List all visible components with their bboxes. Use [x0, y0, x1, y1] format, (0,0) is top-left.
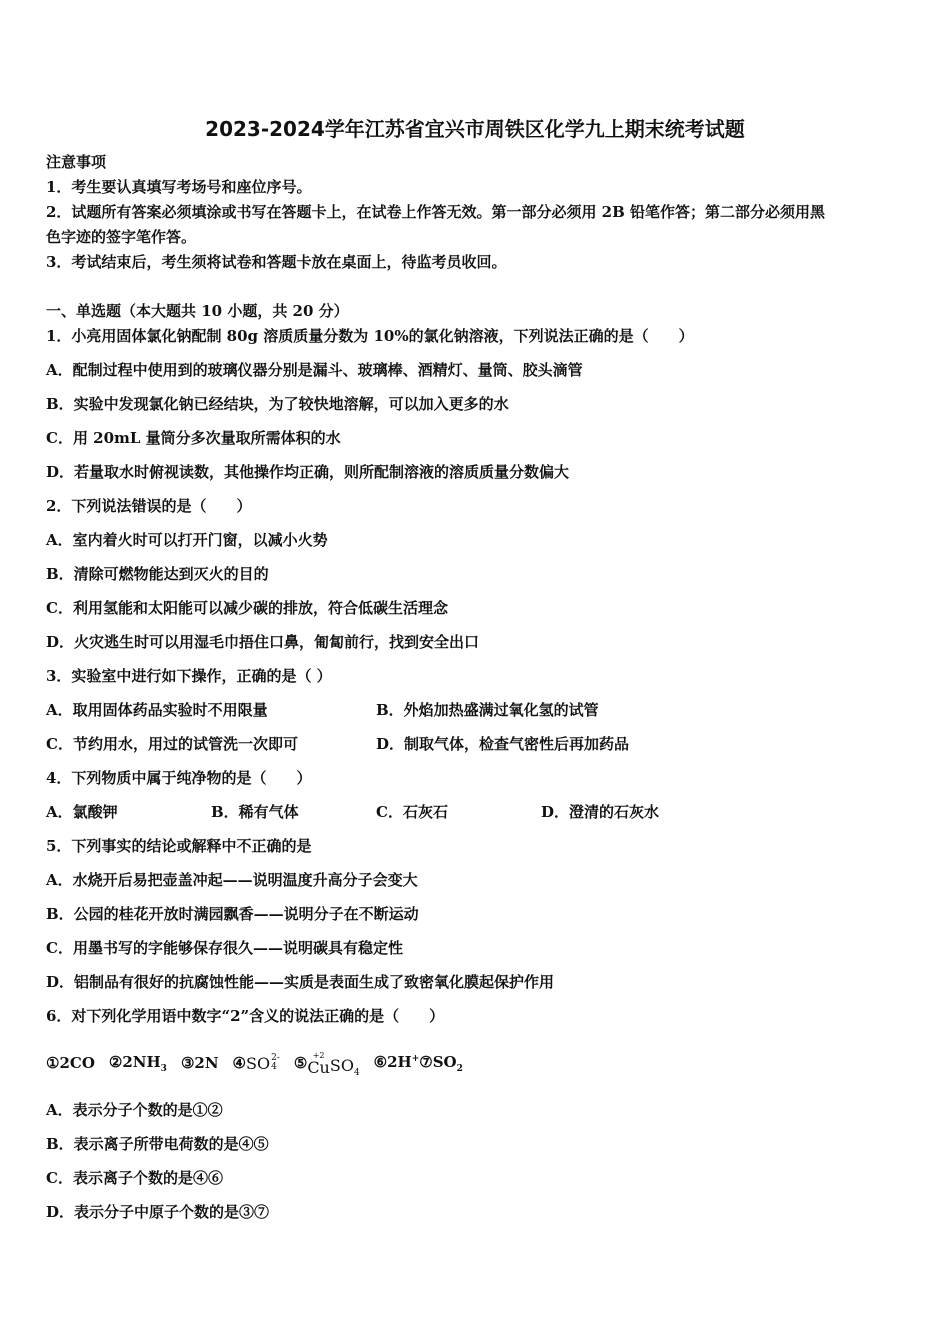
q4-option-b: B．稀有气体 [211, 803, 299, 821]
formula-3: ③2N [180, 1054, 219, 1072]
formula-2: $②2NH_3$ [108, 1052, 167, 1074]
q6-option-d: D．表示分子中原子个数的是③⑦ [46, 1203, 270, 1221]
q5-option-c: C．用墨书写的字能够保存很久——说明碳具有稳定性 [46, 939, 403, 957]
formula-6-7: $⑥2H^+⑦SO_2$ [373, 1052, 463, 1074]
q5-option-a: A．水烧开后易把壶盖冲起——说明温度升高分子会变大 [46, 871, 418, 889]
page-title: 2023-2024学年江苏省宜兴市周铁区化学九上期末统考试题 [205, 117, 745, 141]
q6-formula-list [46, 1050, 463, 1079]
notice-item-1: 1．考生要认真填写考场号和座位序号。 [46, 178, 312, 196]
q4-stem: 4．下列物质中属于纯净物的是（ ） [46, 769, 312, 787]
notice-item-3: 3．考试结束后，考生须将试卷和答题卡放在桌面上，待监考员收回。 [46, 253, 507, 271]
q6-stem: 6．对下列化学用语中数字“2”含义的说法正确的是（ ） [46, 1007, 445, 1025]
formula-4: ④ SO 2- 4 [232, 1053, 280, 1073]
notice-heading: 注意事项 [46, 153, 107, 171]
q2-option-a: A．室内着火时可以打开门窗，以减小火势 [46, 531, 328, 549]
q1-option-a: A．配制过程中使用到的玻璃仪器分别是漏斗、玻璃棒、酒精灯、量筒、胶头滴管 [46, 361, 583, 379]
q2-option-c: C．利用氢能和太阳能可以减少碳的排放，符合低碳生活理念 [46, 599, 448, 617]
q1-stem: 1．小亮用固体氯化钠配制 80g 溶质质量分数为 10%的氯化钠溶液，下列说法正确的是（ ） [46, 327, 694, 345]
formula-5: ⑤ +2 Cu $SO_4$ [293, 1050, 360, 1079]
notice-item-2: 2．试题所有答案必须填涂或书写在答题卡上，在试卷上作答无效。第一部分必须用 2B 铅笔作答；第二部分必须用黑 [46, 203, 826, 221]
q3-option-d: D．制取气体，检查气密性后再加药品 [376, 735, 630, 753]
q6-option-a: A．表示分子个数的是①② [46, 1101, 223, 1119]
q4-option-a: A．氯酸钾 [46, 803, 118, 821]
notice-item-2-cont: 色字迹的签字笔作答。 [46, 228, 197, 246]
q2-option-d: D．火灾逃生时可以用湿毛巾捂住口鼻，匍匐前行，找到安全出口 [46, 633, 480, 651]
q3-option-c: C．节约用水，用过的试管洗一次即可 [46, 735, 298, 753]
q6-option-c: C．表示离子个数的是④⑥ [46, 1169, 223, 1187]
q1-option-b: B．实验中发现氯化钠已经结块，为了较快地溶解，可以加入更多的水 [46, 395, 509, 413]
formula-1: ①2CO [46, 1054, 95, 1072]
q5-option-b: B．公园的桂花开放时满园飘香——说明分子在不断运动 [46, 905, 419, 923]
q1-option-c: C．用 20mL 量筒分多次量取所需体积的水 [46, 429, 341, 447]
section-heading: 一、单选题（本大题共 10 小题，共 20 分） [46, 302, 349, 320]
q4-option-d: D．澄清的石灰水 [541, 803, 660, 821]
q5-stem: 5．下列事实的结论或解释中不正确的是 [46, 837, 312, 855]
q2-stem: 2．下列说法错误的是（ ） [46, 497, 252, 515]
q6-option-b: B．表示离子所带电荷数的是④⑤ [46, 1135, 269, 1153]
q3-stem: 3．实验室中进行如下操作，正确的是（ ） [46, 667, 332, 685]
q2-option-b: B．清除可燃物能达到灭火的目的 [46, 565, 269, 583]
q5-option-d: D．铝制品有很好的抗腐蚀性能——实质是表面生成了致密氧化膜起保护作用 [46, 973, 555, 991]
q1-option-d: D．若量取水时俯视读数，其他操作均正确，则所配制溶液的溶质质量分数偏大 [46, 463, 570, 481]
q3-option-b: B．外焰加热盛满过氧化氢的试管 [376, 701, 599, 719]
q3-option-a: A．取用固体药品实验时不用限量 [46, 701, 268, 719]
q4-option-c: C．石灰石 [376, 803, 448, 821]
